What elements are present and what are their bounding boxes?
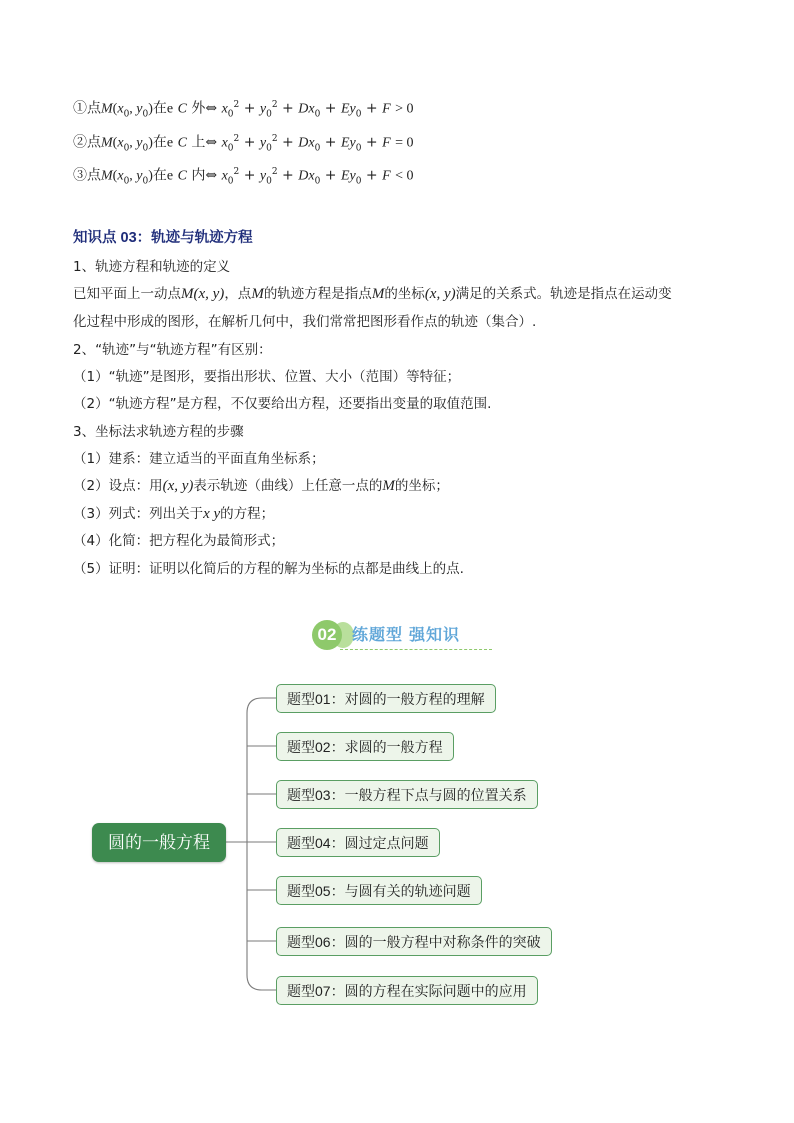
mindmap-node-03: 题型03：一般方程下点与圆的位置关系: [276, 780, 538, 809]
condition-outside: ①点$M(x_0$, $y_0$)在e C 外⇔ $x_0^2 + y_0^2 + Dx_0 + Ey_0 + F > 0$: [73, 100, 414, 120]
kp-line-11: （4）化简：把方程化为最简形式；: [73, 533, 285, 549]
mindmap-node-06: 题型06：圆的一般方程中对称条件的突破: [276, 927, 552, 956]
condition-on: ②点$M(x_0$, $y_0$)在e C 上⇔ $x_0^2 + y_0^2 + Dx_0 + Ey_0 + F = 0$: [73, 134, 414, 154]
mindmap-node-04: 题型04：圆过定点问题: [276, 828, 440, 857]
mindmap-node-07: 题型07：圆的方程在实际问题中的应用: [276, 976, 538, 1005]
kp-line-1: 1、轨迹方程和轨迹的定义: [73, 259, 231, 275]
kp-line-12: （5）证明：证明以化简后的方程的解为坐标的点都是曲线上的点.: [73, 561, 464, 577]
kp-line-7: 3、坐标法求轨迹方程的步骤: [73, 424, 244, 440]
kp-line-4: 2、“轨迹”与“轨迹方程”有区别：: [73, 342, 272, 358]
mindmap-root-node: 圆的一般方程: [92, 823, 226, 862]
kp-line-5: （1）“轨迹”是图形，要指出形状、位置、大小（范围）等特征；: [73, 369, 461, 385]
kp-line-8: （1）建系：建立适当的平面直角坐标系；: [73, 451, 325, 467]
condition-inside: ③点$M(x_0$, $y_0$)在e C 内⇔ $x_0^2 + y_0^2 + Dx_0 + Ey_0 + F < 0$: [73, 167, 414, 187]
kp-line-6: （2）“轨迹方程”是方程，不仅要给出方程，还要指出变量的取值范围.: [73, 396, 492, 412]
knowledge-point-title: 知识点 03：轨迹与轨迹方程: [73, 230, 253, 246]
kp-line-3: 化过程中形成的图形，在解析几何中，我们常常把图形看作点的轨迹（集合）.: [73, 314, 537, 330]
mindmap-node-05: 题型05：与圆有关的轨迹问题: [276, 876, 482, 905]
mindmap-node-02: 题型02：求圆的一般方程: [276, 732, 454, 761]
section-number-badge: 02: [312, 620, 342, 650]
mindmap-node-01: 题型01：对圆的一般方程的理解: [276, 684, 496, 713]
kp-line-9: （2）设点：用(x, y)表示轨迹（曲线）上任意一点的M的坐标；: [73, 478, 449, 494]
kp-line-10: （3）列式：列出关于x y的方程；: [73, 506, 275, 522]
section-title: 练题型 强知识: [352, 627, 461, 644]
kp-line-2: 已知平面上一动点M(x, y)，点M的轨迹方程是指点M的坐标(x, y)满足的关系式。轨迹是指点在运动变: [73, 286, 672, 302]
